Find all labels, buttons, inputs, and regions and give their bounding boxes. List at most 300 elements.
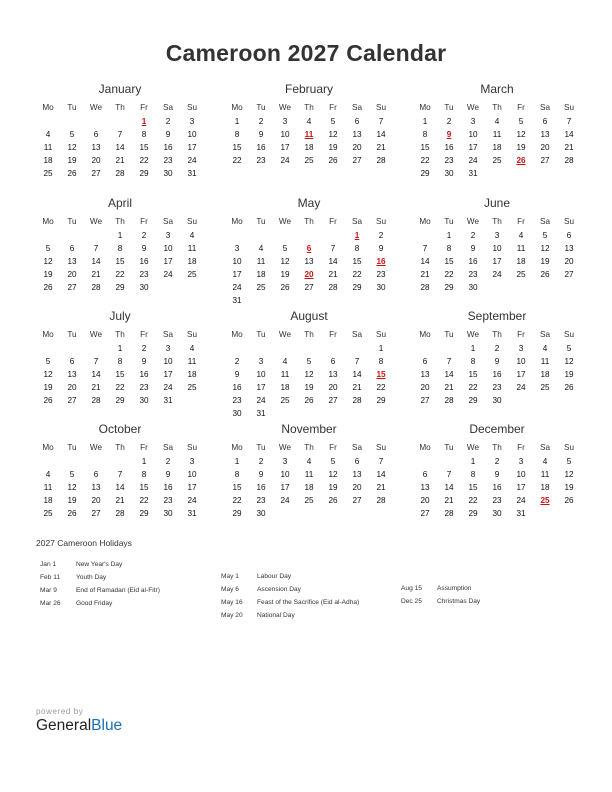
- weekday-label: We: [89, 103, 103, 112]
- day-cell: 13: [67, 370, 77, 379]
- month-april: [36, 197, 204, 294]
- holiday-name: Assumption: [437, 585, 472, 592]
- day-cell: 5: [330, 117, 336, 126]
- day-cell: 13: [67, 257, 77, 266]
- week-row: [225, 128, 393, 141]
- day-cell: 22: [115, 383, 125, 392]
- month-name: August: [290, 309, 328, 323]
- day-cell: 10: [516, 357, 526, 366]
- weekday-label: Fr: [140, 217, 148, 226]
- day-cell: 25: [280, 396, 290, 405]
- holiday-entry: [221, 583, 359, 596]
- weekday-label: Sa: [162, 330, 173, 339]
- holiday-date: May 1: [221, 573, 239, 580]
- day-cell: 23: [163, 496, 173, 505]
- day-cell: 4: [542, 457, 548, 466]
- empty-day-cell: [345, 407, 369, 420]
- day-cell: 29: [232, 509, 242, 518]
- weekday-label: Su: [375, 217, 386, 226]
- day-cell: 4: [45, 470, 51, 479]
- day-cell: 2: [378, 231, 384, 240]
- weekday-label: Sa: [539, 330, 550, 339]
- weekday-label: Th: [304, 103, 314, 112]
- day-cell: 10: [256, 370, 266, 379]
- week-row: [413, 141, 581, 154]
- week-row: [225, 294, 393, 307]
- holiday-date: Aug 15: [401, 585, 422, 592]
- day-cell: 30: [468, 283, 478, 292]
- day-cell: 31: [468, 169, 478, 178]
- empty-day-cell: [297, 229, 321, 242]
- day-cell: 20: [67, 383, 77, 392]
- day-cell: 6: [330, 357, 336, 366]
- day-cell: 7: [378, 457, 384, 466]
- weekday-label: Su: [563, 103, 574, 112]
- week-row: [225, 255, 393, 268]
- day-cell: 23: [492, 496, 502, 505]
- day-cell: 9: [141, 357, 147, 366]
- weekday-label: We: [466, 330, 480, 339]
- day-cell: 8: [117, 244, 123, 253]
- day-cell: 13: [91, 483, 101, 492]
- day-cell: 30: [163, 169, 173, 178]
- day-cell: 25: [540, 383, 550, 392]
- empty-day-cell: [273, 294, 297, 307]
- empty-day-cell: [509, 281, 533, 294]
- day-cell: 22: [444, 270, 454, 279]
- week-row: [413, 242, 581, 255]
- holiday-day-cell: 16: [376, 257, 386, 266]
- day-cell: 18: [43, 156, 53, 165]
- day-cell: 7: [566, 117, 572, 126]
- week-row: [413, 381, 581, 394]
- day-cell: 19: [516, 143, 526, 152]
- day-cell: 4: [542, 344, 548, 353]
- holiday-day-cell: 11: [304, 130, 314, 139]
- week-row: [413, 154, 581, 167]
- day-cell: 13: [91, 143, 101, 152]
- day-cell: 2: [470, 231, 476, 240]
- day-cell: 27: [328, 396, 338, 405]
- day-cell: 17: [187, 483, 197, 492]
- weekday-label: Su: [375, 330, 386, 339]
- day-cell: 26: [280, 283, 290, 292]
- month-september: [413, 310, 581, 407]
- week-row: [36, 154, 204, 167]
- week-row: [413, 494, 581, 507]
- empty-day-cell: [180, 394, 204, 407]
- day-cell: 31: [516, 509, 526, 518]
- day-cell: 3: [165, 231, 171, 240]
- day-cell: 27: [91, 509, 101, 518]
- day-cell: 31: [187, 169, 197, 178]
- day-cell: 14: [91, 257, 101, 266]
- day-cell: 1: [378, 344, 384, 353]
- holiday-day-cell: 26: [516, 156, 526, 165]
- weekday-label: Sa: [351, 330, 362, 339]
- weekday-label: We: [278, 443, 292, 452]
- month-name: April: [107, 196, 132, 210]
- empty-day-cell: [297, 407, 321, 420]
- empty-day-cell: [533, 281, 557, 294]
- day-cell: 23: [376, 270, 386, 279]
- weekday-label: Sa: [162, 103, 173, 112]
- weekday-label: Mo: [419, 443, 431, 452]
- day-cell: 6: [69, 357, 75, 366]
- day-cell: 16: [256, 143, 266, 152]
- day-cell: 11: [540, 357, 550, 366]
- day-cell: 8: [234, 130, 240, 139]
- holidays-title: 2027 Cameroon Holidays: [36, 538, 132, 548]
- day-cell: 22: [468, 383, 478, 392]
- day-cell: 21: [352, 383, 362, 392]
- day-cell: 6: [566, 231, 572, 240]
- day-cell: 29: [468, 509, 478, 518]
- day-cell: 29: [352, 283, 362, 292]
- day-cell: 15: [232, 483, 242, 492]
- week-row: [413, 468, 581, 481]
- weekday-label: Sa: [351, 103, 362, 112]
- day-cell: 8: [446, 244, 452, 253]
- holiday-day-cell: 9: [446, 130, 452, 139]
- week-row: [36, 394, 204, 407]
- weekday-label: Su: [375, 443, 386, 452]
- day-cell: 1: [470, 344, 476, 353]
- day-cell: 22: [352, 270, 362, 279]
- week-row: [36, 355, 204, 368]
- day-cell: 5: [566, 457, 572, 466]
- holiday-column: [401, 582, 480, 608]
- week-row: [36, 468, 204, 481]
- weekday-label: Th: [304, 330, 314, 339]
- day-cell: 25: [304, 496, 314, 505]
- weekday-label: Tu: [67, 217, 77, 226]
- month-name: October: [98, 422, 142, 436]
- weekday-label: Tu: [444, 217, 454, 226]
- day-cell: 2: [141, 231, 147, 240]
- day-cell: 12: [280, 257, 290, 266]
- holiday-day-cell: 25: [540, 496, 550, 505]
- day-cell: 9: [234, 370, 240, 379]
- holiday-day-cell: 1: [354, 231, 360, 240]
- day-cell: 12: [304, 370, 314, 379]
- weekday-header: [225, 215, 393, 229]
- brand-general: General: [36, 717, 92, 734]
- day-cell: 19: [43, 383, 53, 392]
- day-cell: 24: [280, 496, 290, 505]
- weekday-label: Fr: [140, 103, 148, 112]
- holiday-entry: [40, 571, 160, 584]
- weekday-label: Mo: [419, 103, 431, 112]
- empty-day-cell: [321, 294, 345, 307]
- day-cell: 7: [330, 244, 336, 253]
- day-cell: 31: [232, 296, 242, 305]
- empty-day-cell: [485, 281, 509, 294]
- holiday-date: May 20: [221, 612, 243, 619]
- empty-day-cell: [437, 455, 461, 468]
- day-cell: 6: [422, 357, 428, 366]
- day-cell: 12: [564, 357, 574, 366]
- day-cell: 1: [234, 117, 240, 126]
- day-cell: 17: [516, 483, 526, 492]
- day-cell: 28: [444, 509, 454, 518]
- day-cell: 3: [282, 117, 288, 126]
- empty-day-cell: [297, 342, 321, 355]
- day-cell: 18: [492, 143, 502, 152]
- day-cell: 25: [492, 156, 502, 165]
- weekday-label: Fr: [517, 443, 525, 452]
- week-row: [36, 494, 204, 507]
- day-cell: 11: [516, 244, 526, 253]
- week-row: [413, 394, 581, 407]
- weekday-label: We: [89, 330, 103, 339]
- weekday-label: Tu: [67, 443, 77, 452]
- day-cell: 18: [304, 143, 314, 152]
- month-december: [413, 423, 581, 520]
- day-cell: 10: [163, 244, 173, 253]
- holiday-date: Dec 25: [401, 598, 422, 605]
- holiday-entry: [401, 595, 480, 608]
- day-cell: 16: [492, 483, 502, 492]
- week-row: [413, 115, 581, 128]
- week-row: [36, 167, 204, 180]
- weekday-label: We: [466, 443, 480, 452]
- weekday-label: Su: [186, 443, 197, 452]
- weekday-label: Fr: [329, 330, 337, 339]
- weekday-label: Su: [186, 217, 197, 226]
- day-cell: 10: [468, 130, 478, 139]
- day-cell: 21: [420, 270, 430, 279]
- day-cell: 17: [492, 257, 502, 266]
- day-cell: 21: [564, 143, 574, 152]
- week-row: [36, 381, 204, 394]
- day-cell: 16: [444, 143, 454, 152]
- weekday-label: Th: [492, 103, 502, 112]
- day-cell: 30: [492, 509, 502, 518]
- day-cell: 15: [115, 370, 125, 379]
- empty-day-cell: [345, 507, 369, 520]
- empty-day-cell: [413, 455, 437, 468]
- weekday-label: Fr: [329, 217, 337, 226]
- holiday-name: Feast of the Sacrifice (Eid al-Adha): [257, 599, 360, 606]
- empty-day-cell: [413, 229, 437, 242]
- day-cell: 10: [232, 257, 242, 266]
- day-cell: 24: [187, 496, 197, 505]
- empty-day-cell: [369, 407, 393, 420]
- weekday-label: Th: [115, 103, 125, 112]
- holiday-date: Jan 1: [40, 561, 57, 568]
- day-cell: 8: [141, 470, 147, 479]
- day-cell: 26: [564, 383, 574, 392]
- day-cell: 27: [304, 283, 314, 292]
- day-cell: 29: [468, 396, 478, 405]
- day-cell: 2: [258, 457, 264, 466]
- day-cell: 8: [117, 357, 123, 366]
- day-cell: 5: [69, 470, 75, 479]
- day-cell: 16: [492, 370, 502, 379]
- day-cell: 17: [256, 383, 266, 392]
- empty-day-cell: [273, 229, 297, 242]
- day-cell: 2: [258, 117, 264, 126]
- month-name: June: [483, 196, 511, 210]
- weekday-label: Th: [115, 443, 125, 452]
- day-cell: 1: [446, 231, 452, 240]
- day-cell: 28: [420, 283, 430, 292]
- day-cell: 18: [256, 270, 266, 279]
- day-cell: 29: [139, 509, 149, 518]
- month-name: January: [98, 82, 142, 96]
- day-cell: 11: [256, 257, 266, 266]
- day-cell: 10: [187, 130, 197, 139]
- day-cell: 18: [516, 257, 526, 266]
- day-cell: 29: [444, 283, 454, 292]
- month-name: May: [297, 196, 321, 210]
- day-cell: 1: [422, 117, 428, 126]
- day-cell: 20: [420, 496, 430, 505]
- weekday-label: Tu: [256, 443, 266, 452]
- day-cell: 15: [232, 143, 242, 152]
- weekday-label: Sa: [351, 217, 362, 226]
- empty-day-cell: [36, 455, 60, 468]
- weekday-header: [36, 441, 204, 455]
- weekday-label: Tu: [256, 103, 266, 112]
- empty-day-cell: [249, 342, 273, 355]
- week-row: [225, 281, 393, 294]
- holiday-date: May 6: [221, 586, 239, 593]
- generalblue-logo[interactable]: [36, 707, 122, 735]
- holiday-name: Labour Day: [257, 573, 292, 580]
- day-cell: 17: [187, 143, 197, 152]
- day-cell: 14: [444, 483, 454, 492]
- weekday-header: [36, 215, 204, 229]
- empty-day-cell: [36, 342, 60, 355]
- day-cell: 24: [516, 496, 526, 505]
- day-cell: 19: [540, 257, 550, 266]
- day-cell: 11: [43, 483, 53, 492]
- day-cell: 13: [304, 257, 314, 266]
- day-cell: 30: [444, 169, 454, 178]
- page-title: Cameroon 2027 Calendar: [165, 40, 447, 66]
- day-cell: 3: [470, 117, 476, 126]
- day-cell: 29: [139, 169, 149, 178]
- day-cell: 11: [304, 470, 314, 479]
- weekday-label: Su: [186, 330, 197, 339]
- day-cell: 26: [43, 283, 53, 292]
- day-cell: 2: [234, 357, 240, 366]
- day-cell: 25: [187, 270, 197, 279]
- holiday-day-cell: 15: [376, 370, 386, 379]
- empty-day-cell: [509, 167, 533, 180]
- weekday-label: Th: [304, 443, 314, 452]
- day-cell: 8: [422, 130, 428, 139]
- day-cell: 22: [232, 496, 242, 505]
- day-cell: 13: [352, 130, 362, 139]
- day-cell: 19: [67, 156, 77, 165]
- day-cell: 22: [139, 156, 149, 165]
- weekday-label: Fr: [329, 443, 337, 452]
- day-cell: 13: [420, 483, 430, 492]
- day-cell: 12: [43, 257, 53, 266]
- day-cell: 3: [282, 457, 288, 466]
- day-cell: 26: [328, 156, 338, 165]
- week-row: [413, 455, 581, 468]
- day-cell: 29: [115, 396, 125, 405]
- day-cell: 21: [115, 496, 125, 505]
- day-cell: 3: [165, 344, 171, 353]
- week-row: [225, 154, 393, 167]
- week-row: [36, 481, 204, 494]
- day-cell: 10: [280, 470, 290, 479]
- day-cell: 4: [306, 457, 312, 466]
- day-cell: 15: [115, 257, 125, 266]
- day-cell: 27: [352, 496, 362, 505]
- day-cell: 27: [420, 509, 430, 518]
- week-row: [413, 368, 581, 381]
- weekday-label: Su: [563, 330, 574, 339]
- weekday-label: Mo: [231, 217, 243, 226]
- weekday-header: [225, 328, 393, 342]
- day-cell: 16: [139, 257, 149, 266]
- day-cell: 7: [446, 357, 452, 366]
- day-cell: 11: [187, 357, 197, 366]
- day-cell: 25: [187, 383, 197, 392]
- empty-day-cell: [533, 167, 557, 180]
- day-cell: 22: [468, 496, 478, 505]
- day-cell: 15: [139, 483, 149, 492]
- day-cell: 7: [93, 357, 99, 366]
- day-cell: 22: [115, 270, 125, 279]
- day-cell: 14: [115, 483, 125, 492]
- weekday-label: Tu: [256, 330, 266, 339]
- day-cell: 26: [304, 396, 314, 405]
- day-cell: 29: [376, 396, 386, 405]
- week-row: [36, 507, 204, 520]
- day-cell: 17: [163, 257, 173, 266]
- day-cell: 20: [540, 143, 550, 152]
- empty-day-cell: [369, 507, 393, 520]
- day-cell: 16: [139, 370, 149, 379]
- weekday-header: [413, 328, 581, 342]
- day-cell: 28: [115, 169, 125, 178]
- day-cell: 11: [43, 143, 53, 152]
- day-cell: 14: [352, 370, 362, 379]
- day-cell: 5: [45, 357, 51, 366]
- weekday-header: [36, 328, 204, 342]
- week-row: [225, 355, 393, 368]
- day-cell: 19: [564, 483, 574, 492]
- week-row: [225, 468, 393, 481]
- empty-day-cell: [108, 455, 132, 468]
- day-cell: 24: [163, 383, 173, 392]
- day-cell: 7: [354, 357, 360, 366]
- day-cell: 3: [189, 457, 195, 466]
- day-cell: 27: [67, 283, 77, 292]
- week-row: [413, 268, 581, 281]
- weekday-label: Mo: [231, 443, 243, 452]
- day-cell: 23: [256, 156, 266, 165]
- day-cell: 9: [470, 244, 476, 253]
- empty-day-cell: [60, 115, 84, 128]
- day-cell: 26: [67, 509, 77, 518]
- weekday-header: [413, 101, 581, 115]
- weekday-header: [413, 441, 581, 455]
- day-cell: 4: [45, 130, 51, 139]
- day-cell: 17: [280, 143, 290, 152]
- day-cell: 22: [232, 156, 242, 165]
- week-row: [413, 229, 581, 242]
- day-cell: 12: [564, 470, 574, 479]
- brand-name: [36, 717, 122, 735]
